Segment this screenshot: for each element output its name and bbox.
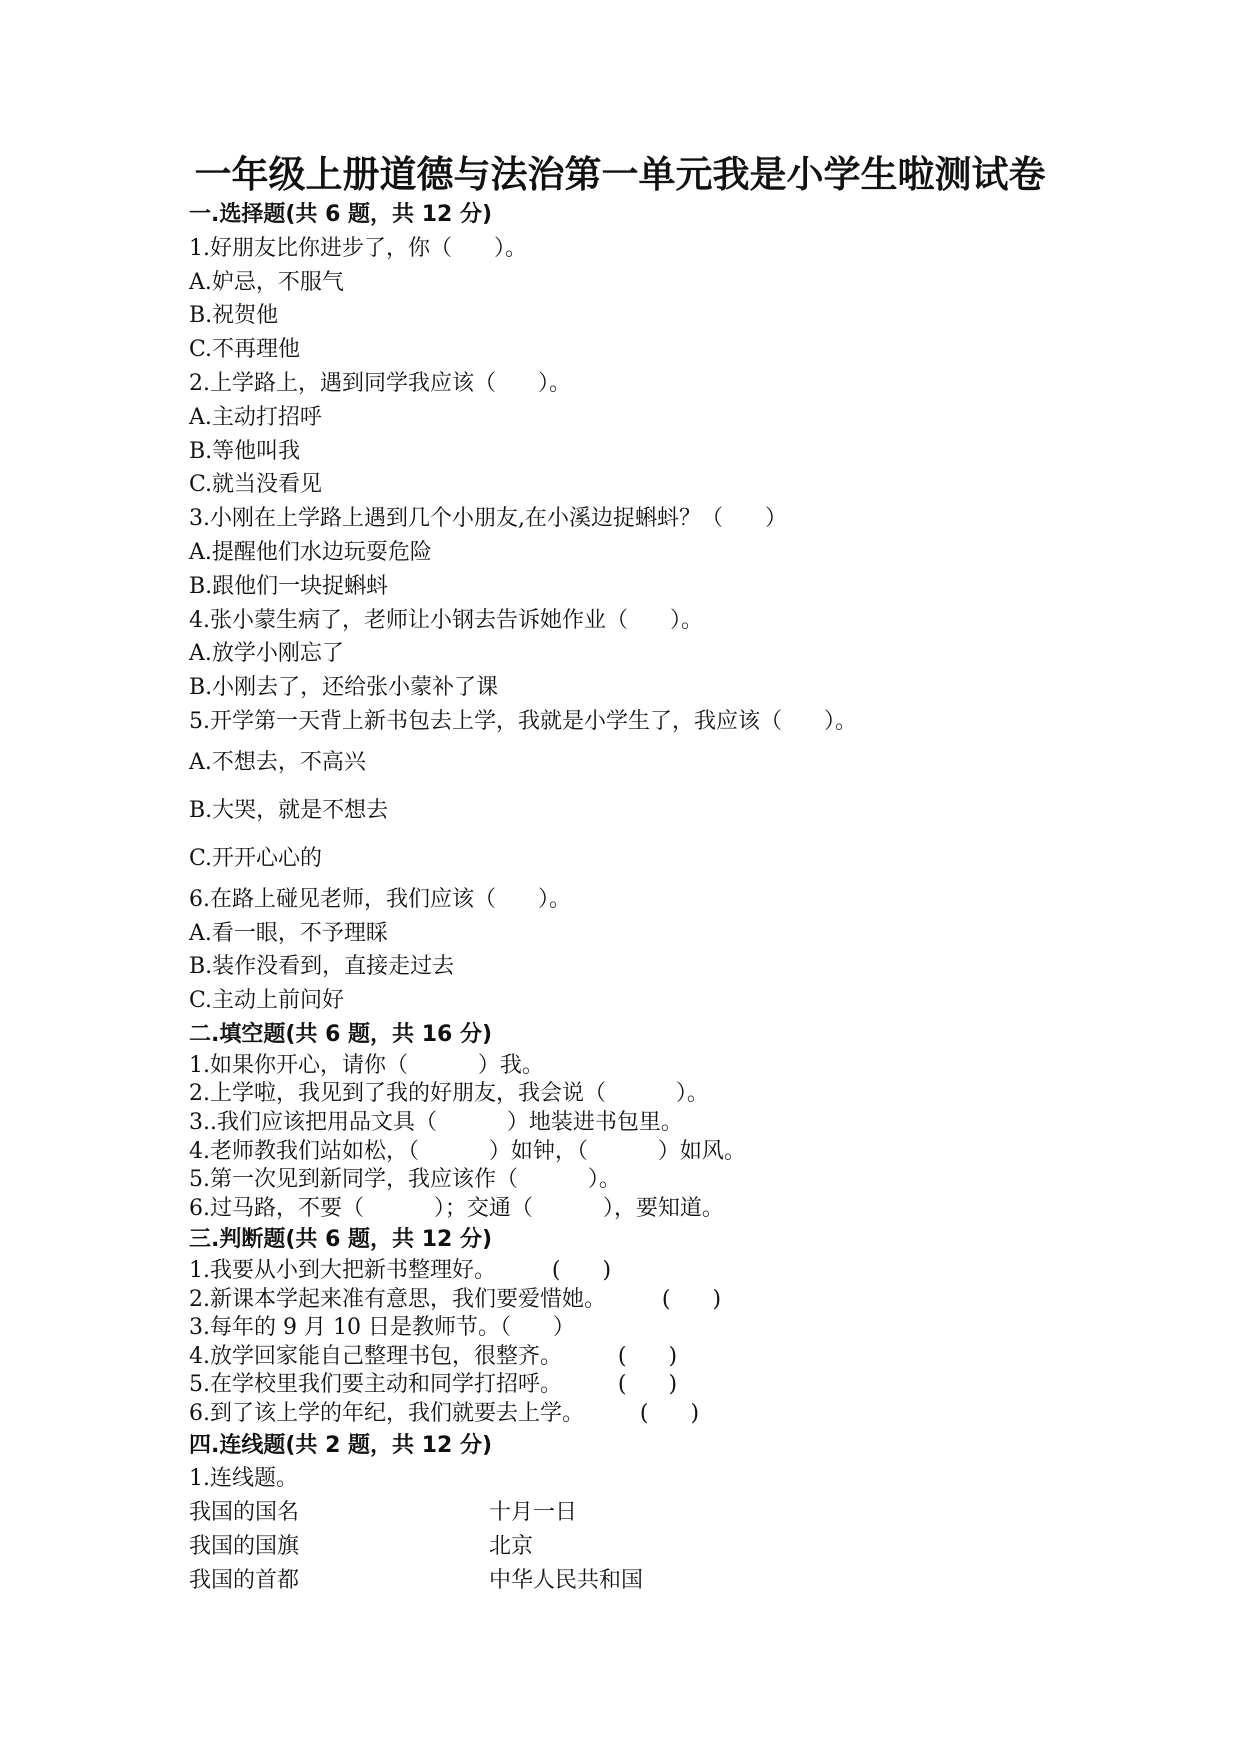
option-1-6-c: C.主动上前问好: [189, 988, 345, 1014]
option-1-1-a: A.妒忌，不服气: [189, 269, 344, 295]
match-left-item: 我国的国名: [189, 1500, 300, 1526]
option-1-2-a: A.主动打招呼: [189, 404, 322, 430]
option-1-5-c: C.开开心心的: [189, 845, 323, 871]
option-1-3-b: B.跟他们一块捉蝌蚪: [189, 573, 389, 599]
match-row: [189, 1564, 1189, 1598]
match-left-item: 我国的国旗: [189, 1534, 300, 1560]
question-1-5: 5.开学第一天背上新书包去上学，我就是小学生了，我应该（ ）。: [189, 708, 857, 734]
question-2-4: 4.老师教我们站如松，（ ）如钟，（ ）如风。: [189, 1138, 746, 1164]
question-1-1: 1.好朋友比你进步了，你（ ）。: [189, 235, 527, 261]
option-1-2-b: B.等他叫我: [189, 438, 301, 464]
question-1-2: 2.上学路上，遇到同学我应该（ ）。: [189, 370, 571, 396]
option-1-5-b: B.大哭，就是不想去: [189, 797, 389, 823]
option-1-4-b: B.小刚去了，还给张小蒙补了课: [189, 675, 499, 701]
question-2-2: 2.上学啦，我见到了我的好朋友，我会说（ ）。: [189, 1081, 709, 1107]
question-3-2: 2.新课本学起来准有意思，我们要爱惜她。 ( ): [189, 1286, 722, 1312]
question-2-1: 1.如果你开心，请你（ ）我。: [189, 1052, 544, 1078]
match-right-item: 十月一日: [489, 1500, 578, 1526]
match-left-item: 我国的首都: [189, 1567, 300, 1593]
question-3-1: 1.我要从小到大把新书整理好。 ( ): [189, 1258, 612, 1284]
question-3-5: 5.在学校里我们要主动和同学打招呼。 ( ): [189, 1372, 678, 1398]
question-2-3: 3..我们应该把用品文具（ ）地装进书包里。: [189, 1109, 683, 1135]
option-1-5-a: A.不想去，不高兴: [189, 749, 366, 775]
match-right-item: 北京: [489, 1534, 534, 1560]
question-2-5: 5.第一次见到新同学，我应该作（ ）。: [189, 1167, 621, 1193]
option-1-1-c: C.不再理他: [189, 337, 301, 363]
match-right-item: 中华人民共和国: [489, 1567, 644, 1593]
worksheet-content: [189, 198, 1189, 1598]
question-1-6: 6.在路上碰见老师，我们应该（ ）。: [189, 886, 571, 912]
option-1-4-a: A.放学小刚忘了: [189, 641, 344, 667]
option-1-3-a: A.提醒他们水边玩耍危险: [189, 539, 432, 565]
question-3-4: 4.放学回家能自己整理书包，很整齐。 ( ): [189, 1343, 678, 1369]
question-3-3: 3.每年的 9 月 10 日是教师节。（ ）: [189, 1315, 575, 1341]
option-1-1-b: B.祝贺他: [189, 303, 279, 329]
question-3-6: 6.到了该上学的年纪，我们就要去上学。 ( ): [189, 1401, 700, 1427]
question-1-4: 4.张小蒙生病了，老师让小钢去告诉她作业（ ）。: [189, 607, 703, 633]
section-heading-fill-blank: 二.填空题(共 6 题，共 16 分): [189, 1021, 493, 1047]
section-heading-matching: 四.连线题(共 2 题，共 12 分): [189, 1432, 493, 1458]
option-1-6-a: A.看一眼，不予理睬: [189, 920, 388, 946]
option-1-6-b: B.装作没看到，直接走过去: [189, 954, 455, 980]
match-row: [189, 1530, 1189, 1564]
section-heading-true-false: 三.判断题(共 6 题，共 12 分): [189, 1227, 493, 1253]
match-row: [189, 1496, 1189, 1530]
question-2-6: 6.过马路，不要（ ）；交通（ ），要知道。: [189, 1195, 724, 1221]
question-1-3: 3.小刚在上学路上遇到几个小朋友,在小溪边捉蝌蚪？（ ）: [189, 506, 787, 532]
question-4-1: 1.连线题。: [189, 1466, 298, 1492]
page-title: 一年级上册道德与法治第一单元我是小学生啦测试卷: [194, 153, 1046, 196]
option-1-2-c: C.就当没看见: [189, 472, 323, 498]
section-heading-choice: 一.选择题(共 6 题，共 12 分): [189, 202, 493, 227]
